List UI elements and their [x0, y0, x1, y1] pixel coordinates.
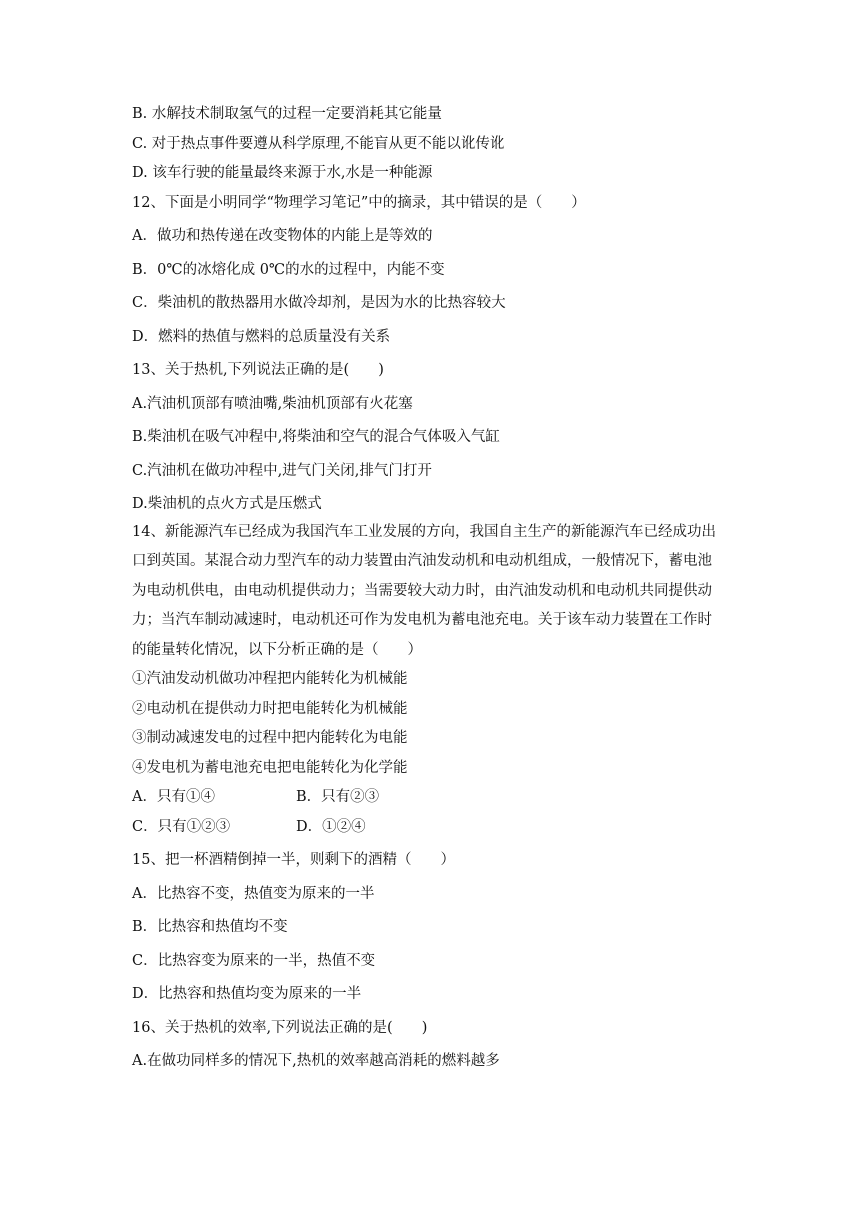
q14-stem [132, 518, 742, 666]
q15-option-b: B．比热容和热值均不变 [132, 919, 288, 935]
q14-options-row-1 [132, 783, 742, 813]
q14-statement-1: ①汽油发动机做功冲程把内能转化为机械能 [132, 671, 408, 687]
q12-option-d: D．燃料的热值与燃料的总质量没有关系 [132, 328, 391, 345]
q14-statement-2: ②电动机在提供动力时把电能转化为机械能 [132, 700, 408, 717]
q14-statement-4: ④发电机为蓄电池充电把电能转化为化学能 [132, 759, 408, 776]
page-content [132, 100, 742, 1077]
q13-option-d: D.柴油机的点火方式是压燃式 [132, 496, 322, 512]
q14-option-b: B．只有②③ [296, 789, 380, 805]
q14-stem-line: 为电动机供电，由电动机提供动力；当需要较大动力时，由汽油发动机和电动机共同提供动 [132, 582, 712, 599]
q11-option-b: B. 水解技术制取氢气的过程一定要消耗其它能量 [132, 106, 442, 122]
q14-stem-line: 口到英国。某混合动力型汽车的动力装置由汽油发动机和电动机组成，一般情况下，蓄电池 [132, 553, 712, 569]
q11-option-d: D. 该车行驶的能量最终来源于水,水是一种能源 [132, 165, 433, 181]
q11-option-c: C. 对于热点事件要遵从科学原理,不能盲从更不能以讹传讹 [132, 135, 505, 152]
q14-option-d: D．①②④ [296, 818, 366, 835]
q14-statement-3: ③制动减速发电的过程中把内能转化为电能 [132, 730, 408, 746]
q16-option-a: A.在做功同样多的情况下,热机的效率越高消耗的燃料越多 [132, 1053, 500, 1069]
q14-stem-line: 力；当汽车制动减速时，电动机还可作为发电机为蓄电池充电。关于该车动力装置在工作时 [132, 612, 712, 628]
q13-option-b: B.柴油机在吸气冲程中,将柴油和空气的混合气体吸入气缸 [132, 429, 500, 445]
q12-option-c: C．柴油机的散热器用水做冷却剂，是因为水的比热容较大 [132, 295, 506, 311]
q14-stem-line: 14、新能源汽车已经成为我国汽车工业发展的方向，我国自主生产的新能源汽车已经成功出 [132, 523, 716, 540]
q12-option-b: B．0℃的冰熔化成 0℃的水的过程中，内能不变 [132, 261, 445, 278]
q15-option-d: D．比热容和热值均变为原来的一半 [132, 986, 362, 1002]
q12-stem: 12、下面是小明同学“物理学习笔记”中的摘录，其中错误的是（ ） [132, 194, 586, 211]
q13-option-a: A.汽油机顶部有喷油嘴,柴油机顶部有火花塞 [132, 395, 413, 412]
q15-stem: 15、把一杯酒精倒掉一半，则剩下的酒精（ ） [132, 852, 455, 868]
q15-option-a: A．比热容不变，热值变为原来的一半 [132, 885, 375, 902]
q12-option-a: A．做功和热传递在改变物体的内能上是等效的 [132, 228, 433, 244]
q14-option-a: A．只有①④ [132, 789, 215, 805]
q14-stem-line: 的能量转化情况，以下分析正确的是（ ） [132, 641, 422, 658]
q13-stem: 13、关于热机,下列说法正确的是( ) [132, 362, 384, 378]
q14-option-c: C．只有①②③ [132, 818, 231, 835]
q16-stem: 16、关于热机的效率,下列说法正确的是( ) [132, 1019, 428, 1036]
q15-option-c: C．比热容变为原来的一半，热值不变 [132, 952, 376, 969]
q13-option-c: C.汽油机在做功冲程中,进气门关闭,排气门打开 [132, 462, 432, 479]
q14-options-row-2 [132, 813, 742, 843]
